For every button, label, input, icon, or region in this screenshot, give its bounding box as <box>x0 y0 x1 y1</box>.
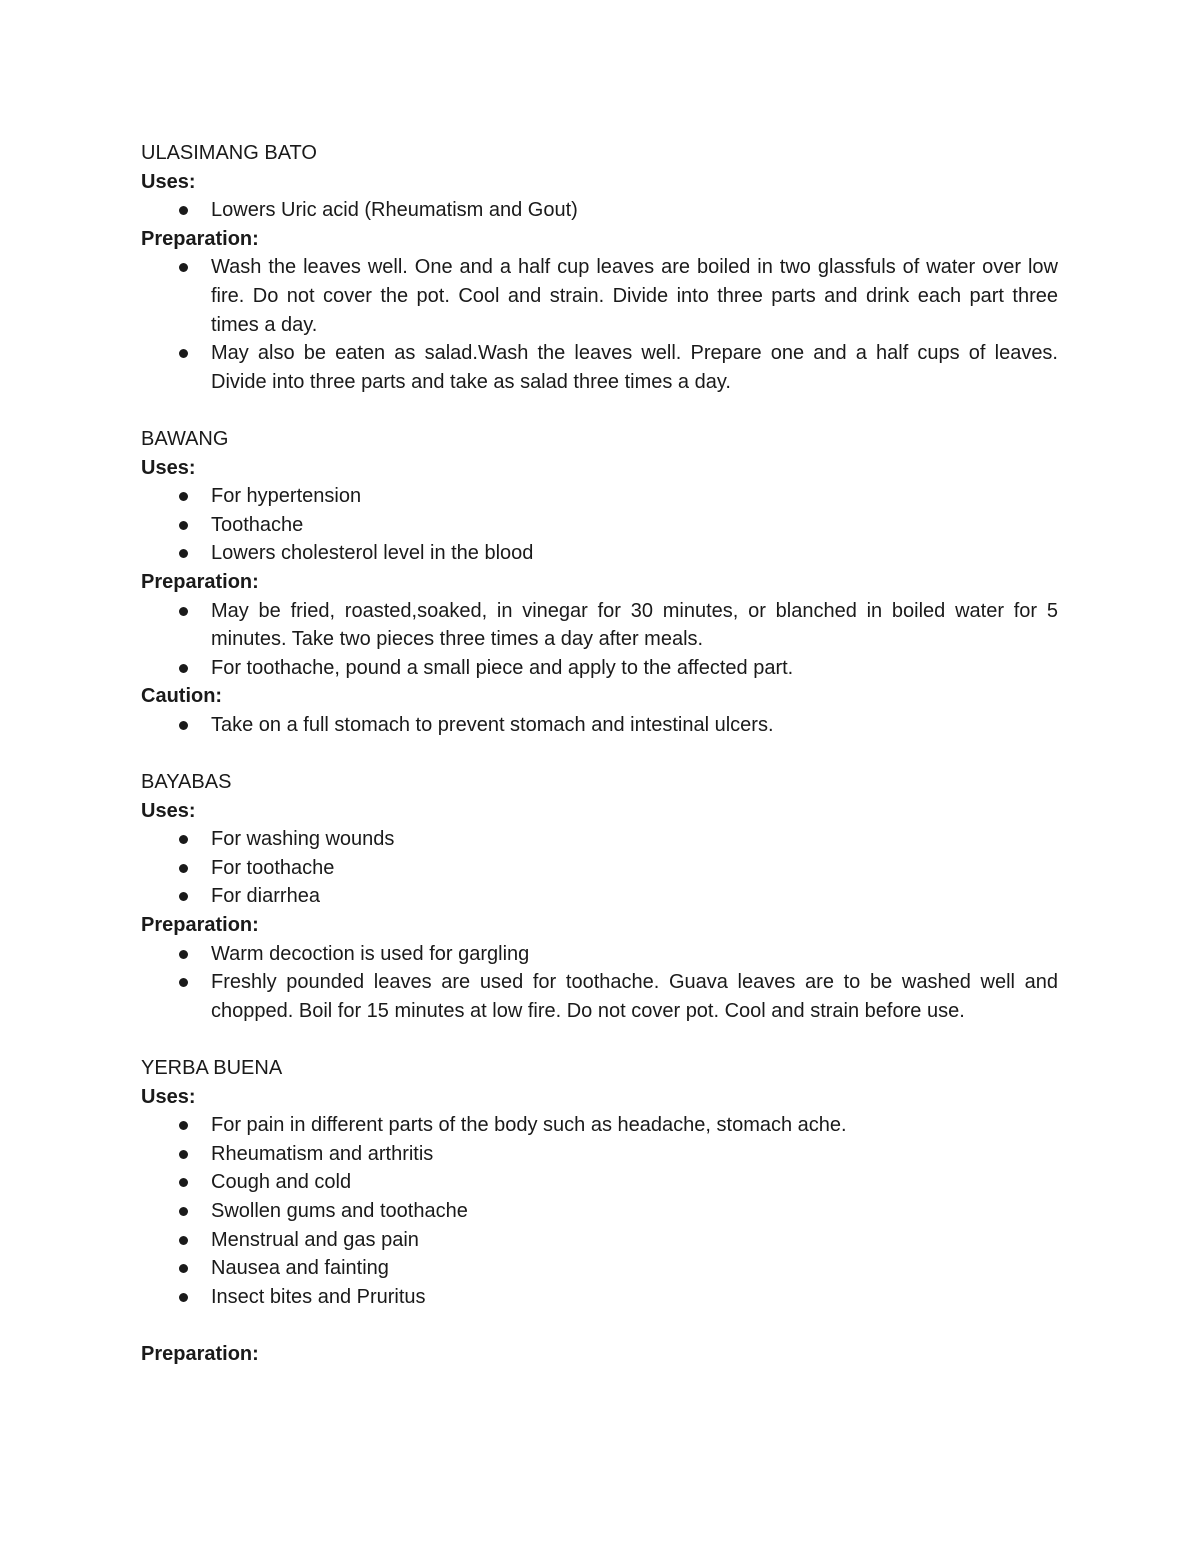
list-item <box>141 511 1058 540</box>
list-item-text: Freshly pounded leaves are used for toothache. Guava leaves are to be washed well and chopped. Boil for 15 minutes at low fire. Do not cover pot. Cool and strain before use. <box>211 971 1058 1022</box>
list-item-text: May also be eaten as salad.Wash the leaves well. Prepare one and a half cups of leaves. Divide into three parts and take as salad three times a day. <box>211 342 1058 393</box>
list-item <box>141 1197 1058 1226</box>
bullet-list <box>141 253 1058 396</box>
bullet-dot-icon <box>179 349 188 358</box>
section-label: Uses: <box>141 456 196 479</box>
section-label: Caution: <box>141 685 223 708</box>
list-item-text: Nausea and fainting <box>211 1257 389 1280</box>
list-item-text: Lowers Uric acid (Rheumatism and Gout) <box>211 199 578 222</box>
plant-section <box>141 1054 1058 1369</box>
list-item <box>141 1111 1058 1140</box>
bullet-list <box>141 825 1058 911</box>
plant-name-heading: BAYABAS <box>141 771 232 794</box>
bullet-dot-icon <box>179 1178 188 1187</box>
list-item <box>141 854 1058 883</box>
list-item-text: For toothache, pound a small piece and apply to the affected part. <box>211 656 794 679</box>
list-item <box>141 968 1058 1025</box>
bullet-dot-icon <box>179 1293 188 1302</box>
section-label: Preparation: <box>141 227 259 250</box>
list-item <box>141 1226 1058 1255</box>
list-item <box>141 882 1058 911</box>
section-label: Preparation: <box>141 1342 259 1365</box>
bullet-dot-icon <box>179 1264 188 1273</box>
bullet-dot-icon <box>179 1150 188 1159</box>
bullet-dot-icon <box>179 664 188 673</box>
bullet-dot-icon <box>179 607 188 616</box>
list-item-text: For diarrhea <box>211 885 320 908</box>
section-label: Preparation: <box>141 914 259 937</box>
list-item-text: For pain in different parts of the body such as headache, stomach ache. <box>211 1114 847 1137</box>
list-item <box>141 1168 1058 1197</box>
plant-section <box>141 768 1058 1025</box>
list-item-text: Insect bites and Pruritus <box>211 1285 426 1308</box>
bullet-list <box>141 711 1058 740</box>
list-item <box>141 825 1058 854</box>
list-item-text: Rheumatism and arthritis <box>211 1142 434 1165</box>
list-item-text: For washing wounds <box>211 828 395 851</box>
bullet-dot-icon <box>179 892 188 901</box>
bullet-dot-icon <box>179 206 188 215</box>
list-item <box>141 1283 1058 1312</box>
bullet-list <box>141 196 1058 225</box>
bullet-list <box>141 940 1058 1026</box>
bullet-dot-icon <box>179 835 188 844</box>
list-item <box>141 539 1058 568</box>
list-item <box>141 196 1058 225</box>
list-item <box>141 339 1058 396</box>
plant-name-heading: YERBA BUENA <box>141 1057 283 1079</box>
plant-name-heading: ULASIMANG BATO <box>141 142 317 164</box>
bullet-list <box>141 597 1058 683</box>
list-item <box>141 253 1058 339</box>
list-item-text: Warm decoction is used for gargling <box>211 942 530 965</box>
plant-section <box>141 425 1058 740</box>
bullet-dot-icon <box>179 950 188 959</box>
bullet-dot-icon <box>179 1207 188 1216</box>
section-label: Preparation: <box>141 570 259 593</box>
bullet-dot-icon <box>179 549 188 558</box>
section-label: Uses: <box>141 1085 196 1108</box>
bullet-dot-icon <box>179 721 188 730</box>
list-item-text: For toothache <box>211 856 335 879</box>
plant-section <box>141 139 1058 396</box>
document-page <box>141 139 1058 1397</box>
section-label: Uses: <box>141 799 196 822</box>
bullet-list <box>141 482 1058 568</box>
list-item-text: Toothache <box>211 513 304 536</box>
list-item-text: Menstrual and gas pain <box>211 1228 419 1251</box>
bullet-dot-icon <box>179 1236 188 1245</box>
list-item-text: Cough and cold <box>211 1171 352 1194</box>
bullet-dot-icon <box>179 864 188 873</box>
list-item <box>141 940 1058 969</box>
plant-name-heading: BAWANG <box>141 427 229 450</box>
section-label: Uses: <box>141 170 196 193</box>
bullet-dot-icon <box>179 1121 188 1130</box>
list-item-text: Wash the leaves well. One and a half cup leaves are boiled in two glassfuls of water over low fire. Do not cover the pot. Cool and strain. Divide into three parts and drink each part three times a day. <box>211 256 1058 336</box>
list-item-text: May be fried, roasted,soaked, in vinegar for 30 minutes, or blanched in boiled water for 5 minutes. Take two pieces three times a day after meals. <box>211 599 1058 651</box>
list-item-text: Swollen gums and toothache <box>211 1199 468 1222</box>
bullet-dot-icon <box>179 978 188 987</box>
list-item <box>141 654 1058 683</box>
list-item-text: For hypertension <box>211 485 362 508</box>
list-item <box>141 597 1058 654</box>
bullet-dot-icon <box>179 492 188 501</box>
list-item <box>141 1140 1058 1169</box>
list-item <box>141 482 1058 511</box>
bullet-dot-icon <box>179 263 188 272</box>
bullet-dot-icon <box>179 521 188 530</box>
list-item <box>141 1254 1058 1283</box>
list-item-text: Take on a full stomach to prevent stomach and intestinal ulcers. <box>211 713 774 736</box>
list-item-text: Lowers cholesterol level in the blood <box>211 542 534 565</box>
blank-line <box>141 1311 1058 1340</box>
list-item <box>141 711 1058 740</box>
bullet-list <box>141 1111 1058 1311</box>
